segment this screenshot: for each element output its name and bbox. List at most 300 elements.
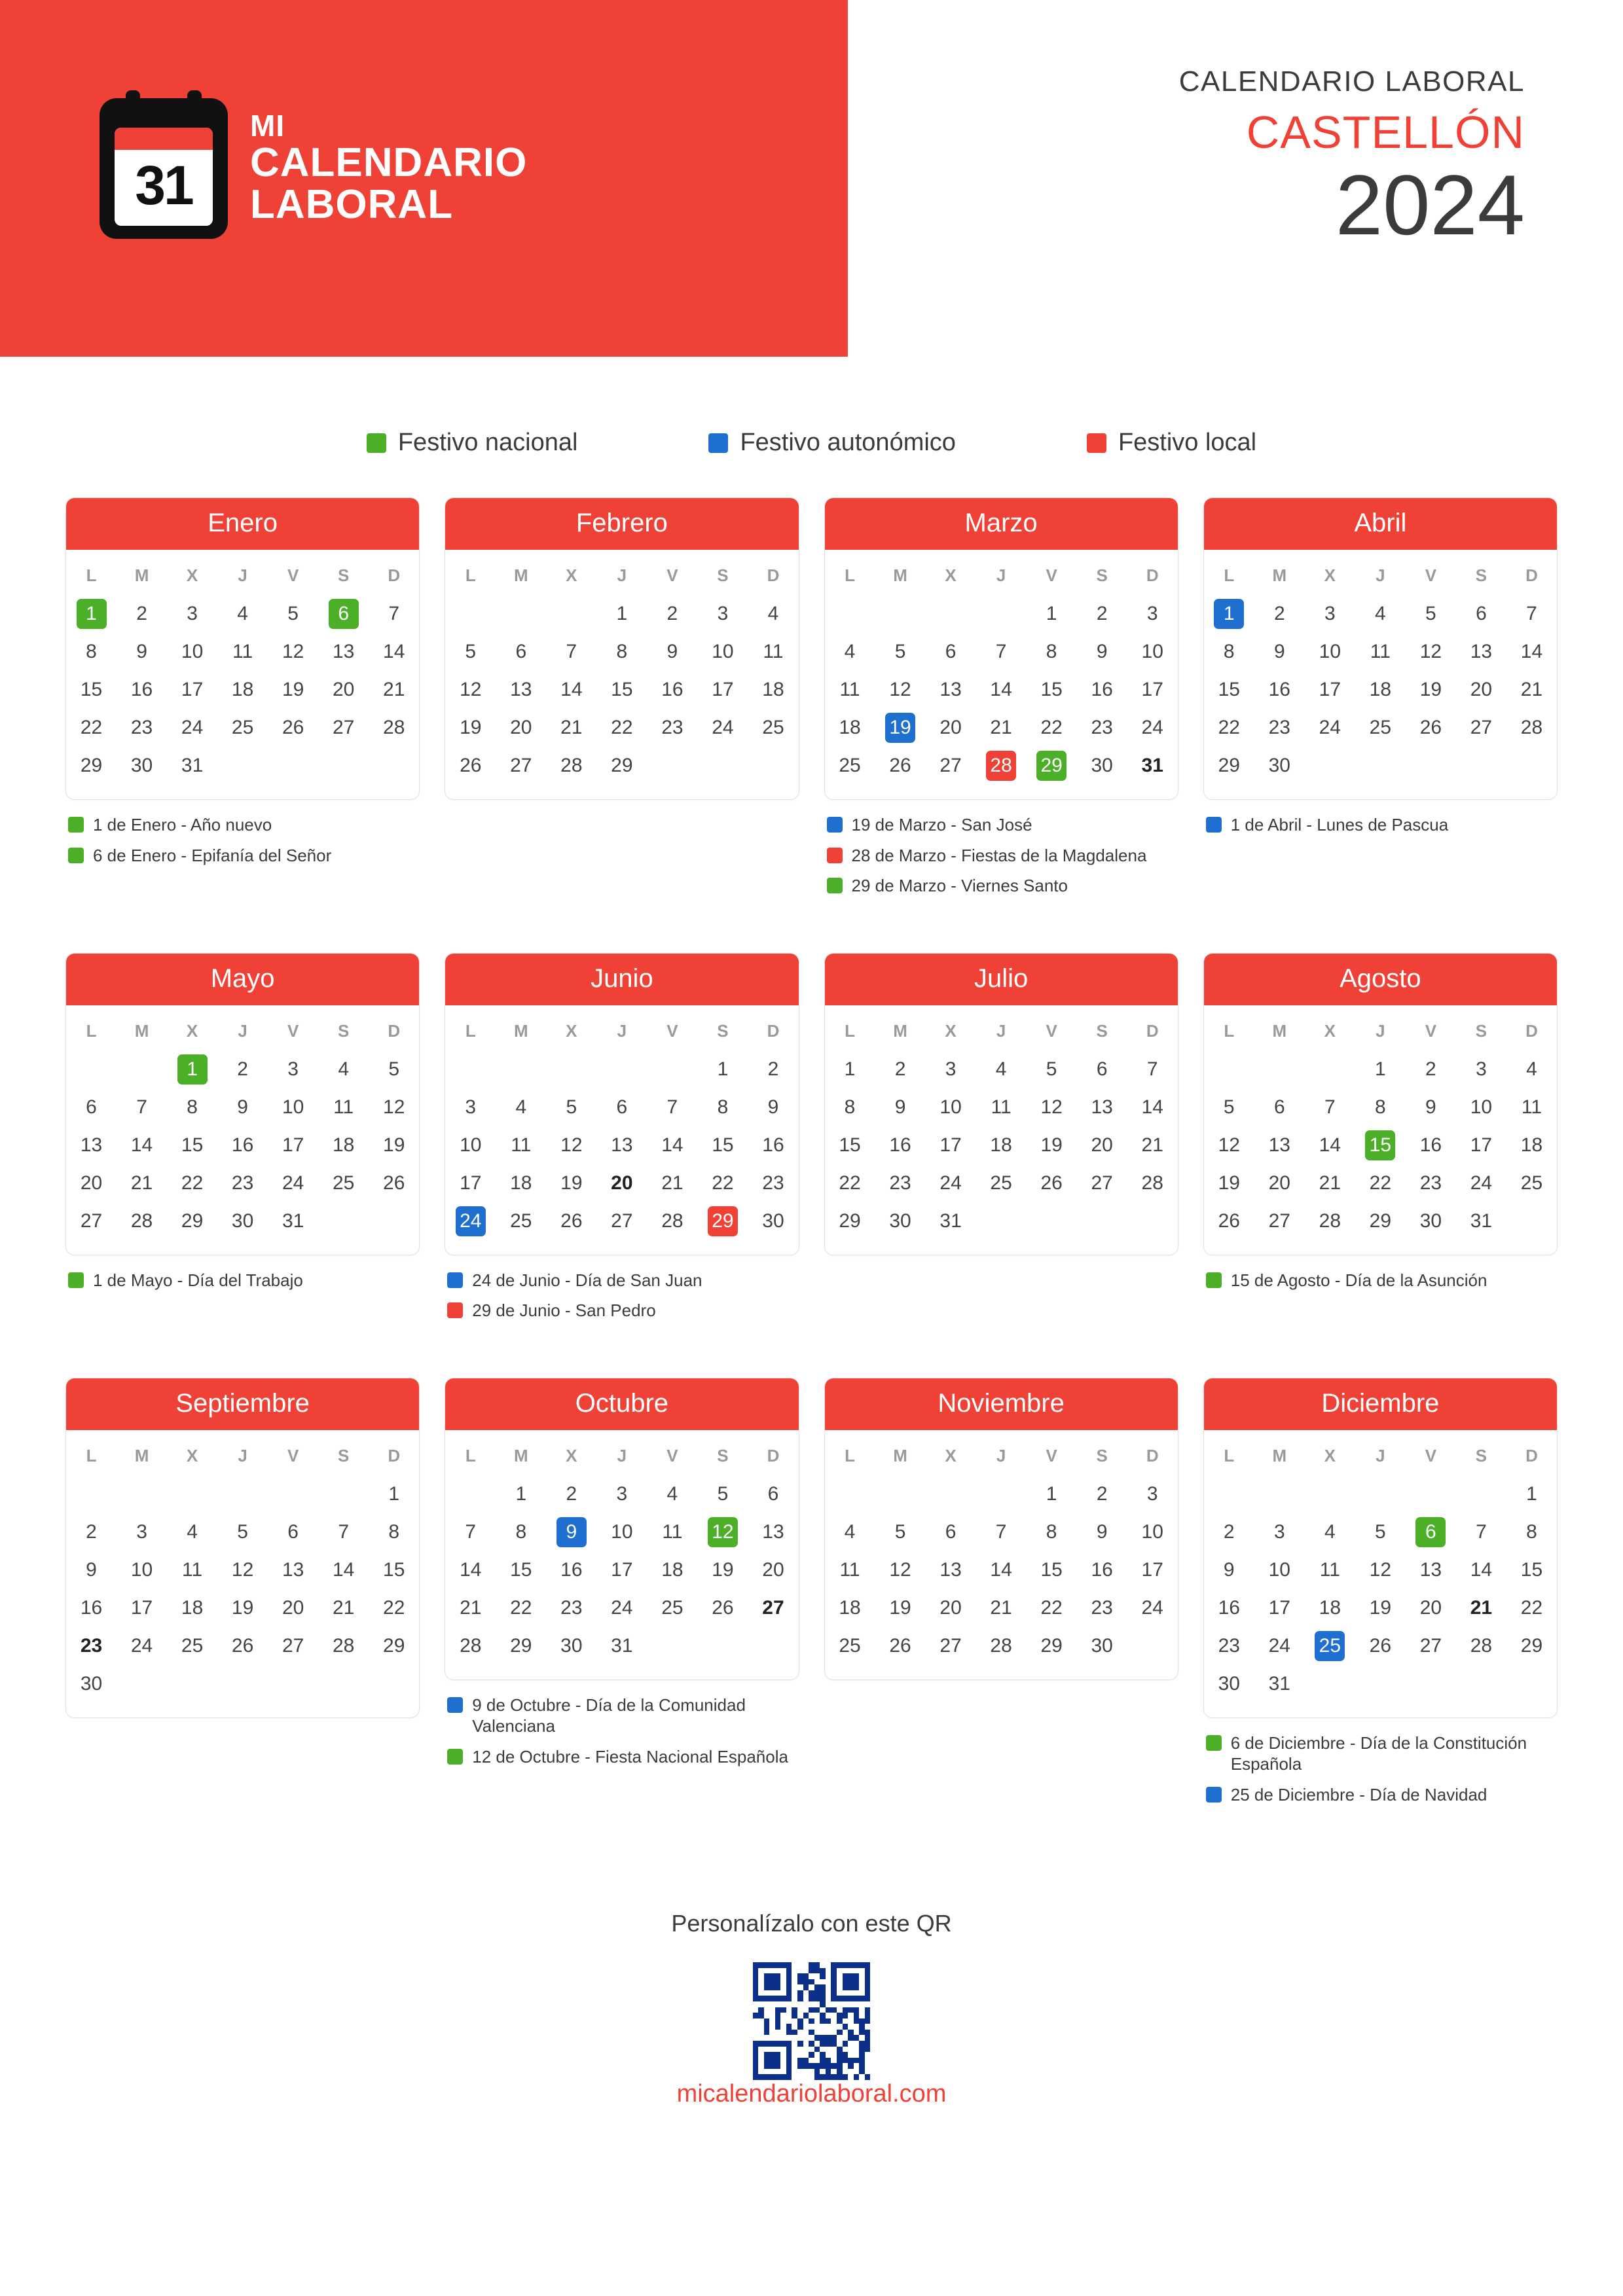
weekday-header: S	[338, 565, 350, 585]
week-row	[1204, 1202, 1557, 1240]
day-number: 19	[460, 717, 482, 738]
qr-module	[826, 2058, 831, 2064]
day-number: 30	[889, 1210, 911, 1232]
qr-module	[758, 2047, 764, 2053]
qr-module	[854, 1973, 860, 1979]
qr-module	[820, 2018, 826, 2024]
qr-module	[848, 2001, 854, 2007]
qr-module	[837, 2041, 843, 2047]
qr-module	[753, 1990, 759, 1996]
day-number: 24	[1470, 1172, 1493, 1194]
qr-module	[775, 1990, 781, 1996]
page-header	[0, 0, 1623, 357]
qr-module	[775, 1973, 781, 1979]
day-cell	[1204, 595, 1254, 633]
row-spacer	[1203, 845, 1558, 892]
day-number: 18	[332, 1134, 355, 1156]
qr-module	[809, 1996, 814, 2001]
day-number: 15	[383, 1558, 405, 1581]
qr-module	[854, 2030, 860, 2036]
month-title: Junio	[445, 954, 798, 1005]
day-cell	[748, 1202, 798, 1240]
day-number: 27	[1470, 717, 1493, 738]
day-number: 26	[282, 717, 304, 738]
holiday-label: 9 de Octubre - Día de la Comunidad Valenciana	[472, 1695, 746, 1736]
day-cell-empty	[217, 1665, 268, 1703]
month-card	[824, 497, 1178, 800]
holiday-item	[68, 1270, 417, 1291]
holiday-swatch-icon	[827, 817, 843, 833]
day-number: 15	[1040, 679, 1063, 700]
day-cell	[596, 747, 647, 785]
qr-module	[854, 1990, 860, 1996]
qr-module	[753, 1973, 759, 1979]
month-title: Marzo	[825, 498, 1178, 550]
day-number: 19	[1218, 1172, 1240, 1194]
week-row	[1204, 1551, 1557, 1589]
day-cell-empty	[647, 1050, 697, 1088]
day-number: 14	[1520, 641, 1543, 662]
qr-module	[780, 2007, 786, 2013]
qr-module	[848, 2007, 854, 2013]
day-cell	[268, 1551, 318, 1589]
weekday-header: S	[338, 1445, 350, 1465]
day-cell	[647, 1513, 697, 1551]
qr-module	[803, 1968, 809, 1974]
day-cell-empty	[268, 1475, 318, 1513]
qr-module	[780, 1984, 786, 1990]
qr-module	[753, 1996, 759, 2001]
calendar-icon-day-number: 31	[135, 154, 192, 216]
day-number: 16	[80, 1596, 103, 1619]
week-row	[66, 1164, 419, 1202]
month-card	[65, 1378, 420, 1718]
day-number: 10	[181, 641, 204, 662]
day-number: 4	[844, 1520, 856, 1543]
day-number: 10	[1141, 641, 1163, 662]
week-row	[1204, 1088, 1557, 1126]
day-number: 5	[287, 603, 299, 624]
day-cell	[976, 1050, 1027, 1088]
day-cell	[596, 671, 647, 709]
day-cell	[1127, 1164, 1178, 1202]
day-cell	[445, 671, 496, 709]
qr-module	[792, 2007, 797, 2013]
qr-module	[797, 1962, 803, 1968]
holiday-item	[68, 814, 417, 836]
day-cell	[217, 1589, 268, 1627]
qr-module	[814, 2074, 820, 2080]
qr-module	[792, 1962, 797, 1968]
day-number: 19	[231, 1596, 254, 1619]
qr-module	[865, 2047, 871, 2053]
month-title: Octubre	[445, 1378, 798, 1430]
day-number: 30	[1419, 1210, 1442, 1232]
day-cell-empty	[748, 1627, 798, 1665]
qr-module	[753, 2047, 759, 2053]
day-cell	[66, 1627, 117, 1665]
day-number: 12	[889, 1558, 911, 1581]
day-cell	[596, 1513, 647, 1551]
holiday-item	[447, 1746, 796, 1768]
day-number: 18	[231, 679, 254, 700]
day-cell	[1456, 1126, 1506, 1164]
qr-module	[764, 2052, 770, 2058]
day-number: 19	[282, 679, 304, 700]
day-number: 8	[844, 1096, 856, 1118]
qr-module	[848, 2035, 854, 2041]
row-spacer	[445, 1331, 799, 1378]
day-number: 28	[1319, 1210, 1341, 1232]
day-holiday-nacional: 15	[1365, 1130, 1395, 1160]
qr-module	[826, 2035, 831, 2041]
qr-module	[792, 1984, 797, 1990]
day-cell	[546, 1589, 596, 1627]
day-number: 16	[762, 1134, 784, 1156]
qr-module	[826, 1996, 831, 2001]
holiday-swatch-icon	[447, 1272, 463, 1288]
day-number: 6	[515, 641, 527, 662]
weekday-header-row	[445, 1439, 798, 1475]
day-number: 17	[712, 679, 734, 700]
day-cell	[926, 747, 976, 785]
day-number: 11	[662, 1520, 683, 1543]
day-cell	[1204, 709, 1254, 747]
day-holiday-autonomico: 9	[556, 1517, 587, 1547]
qr-module	[826, 2024, 831, 2030]
day-number: 18	[839, 1596, 861, 1619]
day-cell	[1127, 595, 1178, 633]
day-cell	[117, 633, 167, 671]
weekday-header: D	[388, 1445, 401, 1465]
qr-module	[764, 1962, 770, 1968]
qr-module	[837, 2069, 843, 2075]
day-cell	[875, 671, 926, 709]
day-cell	[596, 1088, 647, 1126]
day-number: 24	[611, 1596, 633, 1619]
day-cell	[546, 747, 596, 785]
day-number: 10	[1141, 1520, 1163, 1543]
day-cell	[268, 595, 318, 633]
qr-module	[786, 1968, 792, 1974]
qr-module	[797, 2001, 803, 2007]
qr-module	[837, 2058, 843, 2064]
day-number: 18	[1520, 1134, 1543, 1156]
day-cell	[1077, 1126, 1127, 1164]
day-cell-empty	[926, 1475, 976, 1513]
qr-module	[848, 1996, 854, 2001]
day-number: 16	[1218, 1596, 1240, 1619]
day-cell	[217, 1164, 268, 1202]
day-number: 21	[130, 1172, 153, 1194]
weekday-header: X	[945, 565, 957, 585]
website-link[interactable]: micalendariolaboral.com	[676, 2080, 947, 2108]
qr-module	[758, 2030, 764, 2036]
day-cell	[1456, 595, 1506, 633]
day-number: 18	[1319, 1596, 1341, 1619]
qr-module	[797, 2058, 803, 2064]
qr-module	[848, 2074, 854, 2080]
day-cell	[825, 747, 875, 785]
qr-module	[797, 2069, 803, 2075]
day-number: 5	[388, 1058, 400, 1080]
weekday-header: S	[1475, 1020, 1487, 1041]
day-cell	[976, 1627, 1027, 1665]
holiday-list	[827, 1270, 1176, 1276]
qr-module	[820, 2058, 826, 2064]
day-number: 11	[1521, 1096, 1542, 1118]
qr-module	[848, 2052, 854, 2058]
brand-logo-line3: LABORAL	[250, 182, 454, 228]
day-holiday-nacional: 12	[708, 1517, 738, 1547]
day-number: 23	[80, 1634, 103, 1657]
qr-module	[803, 2018, 809, 2024]
day-cell	[825, 1589, 875, 1627]
day-number: 11	[1319, 1558, 1340, 1581]
qr-module	[769, 2069, 775, 2075]
day-number: 15	[1218, 679, 1240, 700]
day-number: 14	[383, 641, 405, 662]
day-cell	[1355, 1513, 1406, 1551]
qr-module	[843, 1984, 848, 1990]
qr-module	[837, 2030, 843, 2036]
day-cell-empty	[976, 1202, 1027, 1240]
qr-module	[814, 2030, 820, 2036]
weekday-header: J	[996, 1445, 1006, 1465]
qr-module	[859, 2069, 865, 2075]
holiday-swatch-icon	[1206, 817, 1222, 833]
qr-module	[780, 2041, 786, 2047]
weekday-header: X	[566, 1445, 577, 1465]
day-cell-empty	[1355, 1475, 1406, 1513]
month-title: Julio	[825, 954, 1178, 1005]
day-number: 20	[332, 679, 355, 700]
weekday-header: L	[1224, 1020, 1235, 1041]
legend-swatch-icon	[367, 433, 386, 453]
day-cell-empty	[66, 1475, 117, 1513]
day-cell	[1204, 671, 1254, 709]
qr-module	[753, 2030, 759, 2036]
qr-module	[831, 2063, 837, 2069]
qr-module	[803, 2052, 809, 2058]
weekday-header: M	[513, 1445, 528, 1465]
day-cell	[926, 633, 976, 671]
week-row	[825, 1202, 1178, 1240]
day-number: 5	[1223, 1096, 1235, 1118]
qr-module	[826, 1968, 831, 1974]
qr-module	[769, 2001, 775, 2007]
day-holiday-nacional: 1	[177, 1054, 208, 1085]
day-number: 28	[1470, 1634, 1493, 1657]
qr-module	[848, 1979, 854, 1985]
day-number: 10	[712, 641, 734, 662]
qr-module	[758, 1979, 764, 1985]
qr-module	[820, 1996, 826, 2001]
day-number: 24	[939, 1172, 962, 1194]
qr-module	[775, 1979, 781, 1985]
day-number: 28	[1141, 1172, 1163, 1194]
qr-module	[797, 2052, 803, 2058]
qr-module	[764, 2074, 770, 2080]
qr-module	[859, 2074, 865, 2080]
day-cell	[167, 1513, 217, 1551]
day-cell-empty	[546, 1050, 596, 1088]
day-cell	[268, 709, 318, 747]
day-cell	[268, 633, 318, 671]
day-cell	[217, 633, 268, 671]
qr-label: Personalízalo con este QR	[671, 1910, 952, 1937]
legend-swatch-icon	[708, 433, 728, 453]
day-number: 29	[1369, 1210, 1392, 1232]
qr-module	[769, 2035, 775, 2041]
qr-module	[814, 2035, 820, 2041]
qr-module	[859, 2030, 865, 2036]
week-row	[66, 1627, 419, 1665]
day-number: 23	[1419, 1172, 1442, 1194]
day-holiday-autonomico: 25	[1315, 1631, 1345, 1661]
day-number: 22	[1520, 1596, 1543, 1619]
day-cell-empty	[117, 1050, 167, 1088]
qr-module	[820, 1984, 826, 1990]
qr-module	[865, 2063, 871, 2069]
day-cell-empty	[217, 747, 268, 785]
day-number: 26	[231, 1634, 254, 1657]
day-number: 27	[282, 1634, 304, 1657]
day-cell	[1456, 1050, 1506, 1088]
day-number: 9	[666, 641, 678, 662]
day-cell	[167, 671, 217, 709]
month-table	[66, 559, 419, 785]
qr-module	[803, 2013, 809, 2018]
qr-module	[769, 1990, 775, 1996]
day-cell-empty	[318, 1475, 369, 1513]
day-number: 26	[889, 755, 911, 776]
week-row	[1204, 1589, 1557, 1627]
qr-module	[859, 1962, 865, 1968]
month-block	[1203, 497, 1558, 953]
qr-module	[753, 2001, 759, 2007]
day-number: 20	[282, 1596, 304, 1619]
week-row	[1204, 747, 1557, 785]
qr-module	[797, 1973, 803, 1979]
qr-module	[820, 2001, 826, 2007]
qr-module	[775, 1962, 781, 1968]
qr-module	[848, 2069, 854, 2075]
week-row	[445, 1551, 798, 1589]
day-cell	[1506, 709, 1557, 747]
qr-module	[820, 2063, 826, 2069]
day-cell	[1305, 1088, 1355, 1126]
day-number: 14	[661, 1134, 684, 1156]
qr-module	[809, 2047, 814, 2053]
day-number: 4	[1375, 603, 1386, 624]
day-number: 16	[130, 679, 153, 700]
day-cell	[875, 1513, 926, 1551]
qr-module	[826, 2030, 831, 2036]
day-cell	[1305, 1513, 1355, 1551]
day-number: 7	[1476, 1520, 1487, 1543]
row-spacer	[824, 1276, 1178, 1323]
qr-module	[775, 1984, 781, 1990]
qr-module	[865, 1973, 871, 1979]
qr-module	[848, 2013, 854, 2018]
holiday-swatch-icon	[827, 878, 843, 893]
qr-module	[780, 2024, 786, 2030]
qr-module	[764, 1990, 770, 1996]
day-cell	[1027, 1551, 1077, 1589]
day-cell-empty	[825, 595, 875, 633]
day-cell	[976, 633, 1027, 671]
day-number: 4	[515, 1096, 527, 1118]
qr-module	[843, 2013, 848, 2018]
day-cell	[1127, 1088, 1178, 1126]
day-cell	[546, 709, 596, 747]
week-row	[445, 709, 798, 747]
week-row	[445, 1513, 798, 1551]
day-cell	[926, 1126, 976, 1164]
day-cell	[1027, 1088, 1077, 1126]
qr-module	[758, 1996, 764, 2001]
month-block	[65, 497, 420, 953]
day-number: 6	[1476, 603, 1487, 624]
day-number: 26	[460, 755, 482, 776]
day-cell	[217, 1088, 268, 1126]
month-card	[65, 497, 420, 800]
qr-module	[809, 2069, 814, 2075]
day-number: 11	[333, 1096, 354, 1118]
day-cell	[1305, 595, 1355, 633]
day-number: 18	[1369, 679, 1392, 700]
day-cell	[1127, 1126, 1178, 1164]
month-card	[445, 497, 799, 800]
day-number: 22	[712, 1172, 734, 1194]
day-cell	[445, 1088, 496, 1126]
month-block	[445, 953, 799, 1378]
day-cell	[217, 1513, 268, 1551]
day-cell	[1456, 1164, 1506, 1202]
day-cell	[496, 747, 546, 785]
qr-module	[820, 2074, 826, 2080]
day-cell	[748, 1126, 798, 1164]
week-row	[66, 1551, 419, 1589]
holiday-item	[827, 845, 1176, 867]
day-cell-empty	[1127, 1627, 1178, 1665]
day-number: 16	[661, 679, 684, 700]
day-cell	[825, 671, 875, 709]
qr-module	[786, 2024, 792, 2030]
week-row	[66, 633, 419, 671]
qr-module	[820, 2007, 826, 2013]
day-cell	[1204, 1513, 1254, 1551]
qr-module	[764, 2013, 770, 2018]
day-number: 24	[282, 1172, 304, 1194]
day-number: 17	[939, 1134, 962, 1156]
day-cell	[1127, 1589, 1178, 1627]
day-number: 13	[611, 1134, 633, 1156]
holiday-label: 25 de Diciembre - Día de Navidad	[1230, 1784, 1487, 1804]
day-number: 30	[560, 1634, 583, 1657]
day-number: 21	[383, 679, 405, 700]
qr-module	[814, 2069, 820, 2075]
qr-module	[792, 2041, 797, 2047]
qr-module	[837, 2074, 843, 2080]
day-number: 19	[889, 1596, 911, 1619]
day-cell-empty	[976, 595, 1027, 633]
holiday-label: 1 de Enero - Año nuevo	[93, 815, 272, 834]
day-cell	[1027, 747, 1077, 785]
weekday-header: V	[287, 565, 299, 585]
day-cell	[1506, 1513, 1557, 1551]
